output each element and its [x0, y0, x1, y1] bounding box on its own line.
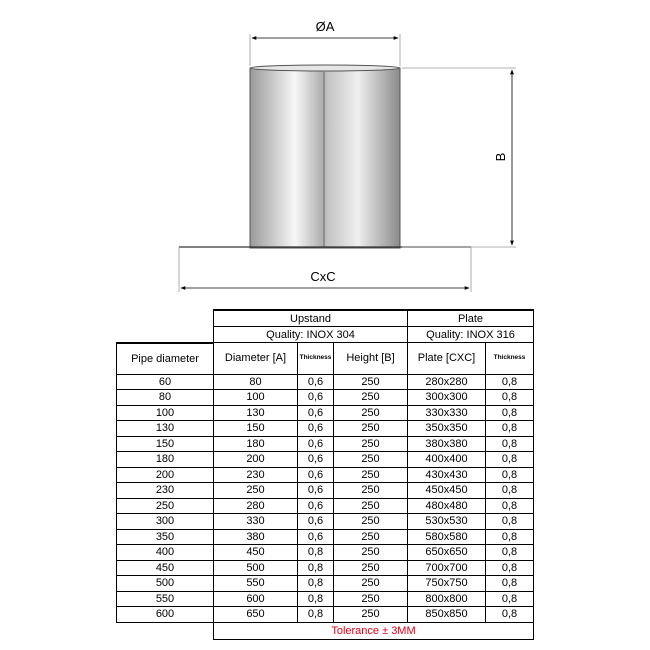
- cell-height-b: 250: [334, 545, 408, 561]
- table-row: [117, 529, 534, 545]
- cell-thickness-plate: 0,8: [486, 529, 534, 545]
- cell-plate-cxc: 700x700: [408, 560, 486, 576]
- cell-thickness-plate: 0,8: [486, 374, 534, 390]
- header-thickness-plate: Thickness: [486, 343, 534, 375]
- table-row: [117, 374, 534, 390]
- cell-pipe-diameter: 230: [117, 483, 214, 499]
- cell-height-b: 250: [334, 498, 408, 514]
- cell-pipe-diameter: 100: [117, 405, 214, 421]
- cell-plate-cxc: 330x330: [408, 405, 486, 421]
- cell-pipe-diameter: 300: [117, 514, 214, 530]
- cell-plate-cxc: 750x750: [408, 576, 486, 592]
- cell-thickness-plate: 0,8: [486, 421, 534, 437]
- header-diameter-a: Diameter [A]: [214, 343, 298, 375]
- cell-thickness-plate: 0,8: [486, 467, 534, 483]
- cell-pipe-diameter: 500: [117, 576, 214, 592]
- header-pipe-diameter: Pipe diameter: [117, 343, 214, 375]
- dimension-a: [250, 19, 400, 66]
- cell-pipe-diameter: 60: [117, 374, 214, 390]
- table-row: [117, 421, 534, 437]
- cell-height-b: 250: [334, 514, 408, 530]
- upstand-pipe: [250, 65, 400, 248]
- cell-plate-cxc: 400x400: [408, 452, 486, 468]
- cell-thickness-upstand: 0,8: [298, 607, 334, 623]
- cell-diameter-a: 230: [214, 467, 298, 483]
- cell-diameter-a: 550: [214, 576, 298, 592]
- group-plate: Plate: [408, 310, 534, 327]
- cell-pipe-diameter: 180: [117, 452, 214, 468]
- cell-diameter-a: 250: [214, 483, 298, 499]
- cell-pipe-diameter: 130: [117, 421, 214, 437]
- cell-pipe-diameter: 600: [117, 607, 214, 623]
- cell-thickness-upstand: 0,8: [298, 591, 334, 607]
- cell-thickness-upstand: 0,8: [298, 576, 334, 592]
- cell-thickness-plate: 0,8: [486, 545, 534, 561]
- cell-thickness-plate: 0,8: [486, 405, 534, 421]
- table-group-row: [117, 310, 534, 327]
- cell-diameter-a: 650: [214, 607, 298, 623]
- cell-plate-cxc: 450x450: [408, 483, 486, 499]
- cell-thickness-upstand: 0,6: [298, 436, 334, 452]
- cell-height-b: 250: [334, 607, 408, 623]
- dimension-c: [181, 269, 469, 288]
- cell-height-b: 250: [334, 467, 408, 483]
- cell-thickness-plate: 0,8: [486, 576, 534, 592]
- cell-thickness-upstand: 0,6: [298, 498, 334, 514]
- quality-upstand: Quality: INOX 304: [214, 327, 408, 343]
- table-quality-row: [117, 327, 534, 343]
- cell-height-b: 250: [334, 529, 408, 545]
- cell-thickness-plate: 0,8: [486, 591, 534, 607]
- header-plate-cxc: Plate [CXC]: [408, 343, 486, 375]
- table-row: [117, 498, 534, 514]
- cell-height-b: 250: [334, 591, 408, 607]
- cell-thickness-upstand: 0,6: [298, 421, 334, 437]
- table-row: [117, 405, 534, 421]
- cell-height-b: 250: [334, 436, 408, 452]
- cell-height-b: 250: [334, 483, 408, 499]
- cell-diameter-a: 180: [214, 436, 298, 452]
- cell-thickness-plate: 0,8: [486, 483, 534, 499]
- label-height-b: B: [493, 152, 508, 162]
- cell-diameter-a: 150: [214, 421, 298, 437]
- cell-thickness-upstand: 0,6: [298, 529, 334, 545]
- cell-diameter-a: 130: [214, 405, 298, 421]
- table-header-row: [117, 343, 534, 375]
- cell-diameter-a: 380: [214, 529, 298, 545]
- table-row: [117, 467, 534, 483]
- technical-drawing: [0, 0, 650, 300]
- dimension-b: [402, 68, 516, 247]
- cell-height-b: 250: [334, 560, 408, 576]
- table-row: [117, 607, 534, 623]
- group-upstand: Upstand: [214, 310, 408, 327]
- table-row: [117, 514, 534, 530]
- cell-pipe-diameter: 450: [117, 560, 214, 576]
- cell-thickness-plate: 0,8: [486, 452, 534, 468]
- cell-pipe-diameter: 400: [117, 545, 214, 561]
- cell-diameter-a: 80: [214, 374, 298, 390]
- cell-plate-cxc: 850x850: [408, 607, 486, 623]
- cell-diameter-a: 100: [214, 390, 298, 406]
- cell-plate-cxc: 380x380: [408, 436, 486, 452]
- cell-diameter-a: 330: [214, 514, 298, 530]
- cell-thickness-upstand: 0,6: [298, 467, 334, 483]
- cell-pipe-diameter: 200: [117, 467, 214, 483]
- header-height-b: Height [B]: [334, 343, 408, 375]
- table-row: [117, 390, 534, 406]
- cell-diameter-a: 450: [214, 545, 298, 561]
- cell-plate-cxc: 800x800: [408, 591, 486, 607]
- cell-thickness-upstand: 0,6: [298, 452, 334, 468]
- cell-height-b: 250: [334, 374, 408, 390]
- cell-thickness-upstand: 0,6: [298, 390, 334, 406]
- cell-height-b: 250: [334, 405, 408, 421]
- table-tolerance-row: [117, 622, 534, 639]
- dimensions-table: [116, 309, 534, 640]
- cell-diameter-a: 500: [214, 560, 298, 576]
- cell-height-b: 250: [334, 390, 408, 406]
- tolerance-note: Tolerance ± 3MM: [214, 622, 534, 639]
- cell-diameter-a: 200: [214, 452, 298, 468]
- table-row: [117, 545, 534, 561]
- table-row: [117, 436, 534, 452]
- cell-plate-cxc: 650x650: [408, 545, 486, 561]
- cell-thickness-plate: 0,8: [486, 498, 534, 514]
- table-row: [117, 576, 534, 592]
- table-row: [117, 560, 534, 576]
- cell-plate-cxc: 530x530: [408, 514, 486, 530]
- cell-height-b: 250: [334, 576, 408, 592]
- cell-plate-cxc: 300x300: [408, 390, 486, 406]
- cell-pipe-diameter: 80: [117, 390, 214, 406]
- cell-thickness-upstand: 0,6: [298, 374, 334, 390]
- label-plate-cxc: CxC: [310, 269, 336, 284]
- cell-pipe-diameter: 550: [117, 591, 214, 607]
- cell-thickness-upstand: 0,6: [298, 514, 334, 530]
- cell-plate-cxc: 580x580: [408, 529, 486, 545]
- cell-diameter-a: 280: [214, 498, 298, 514]
- cell-plate-cxc: 480x480: [408, 498, 486, 514]
- cell-thickness-plate: 0,8: [486, 514, 534, 530]
- cell-diameter-a: 600: [214, 591, 298, 607]
- cell-thickness-plate: 0,8: [486, 560, 534, 576]
- cell-plate-cxc: 350x350: [408, 421, 486, 437]
- table-row: [117, 483, 534, 499]
- cell-pipe-diameter: 150: [117, 436, 214, 452]
- cell-pipe-diameter: 350: [117, 529, 214, 545]
- cell-thickness-upstand: 0,8: [298, 545, 334, 561]
- label-diameter-a: ØA: [315, 19, 335, 34]
- cell-thickness-plate: 0,8: [486, 607, 534, 623]
- cell-thickness-upstand: 0,6: [298, 483, 334, 499]
- cell-height-b: 250: [334, 452, 408, 468]
- cell-pipe-diameter: 250: [117, 498, 214, 514]
- cell-height-b: 250: [334, 421, 408, 437]
- table-row: [117, 591, 534, 607]
- cell-plate-cxc: 430x430: [408, 467, 486, 483]
- cell-thickness-plate: 0,8: [486, 436, 534, 452]
- cell-thickness-upstand: 0,8: [298, 560, 334, 576]
- header-thickness-upstand: Thickness: [298, 343, 334, 375]
- quality-plate: Quality: INOX 316: [408, 327, 534, 343]
- cell-thickness-plate: 0,8: [486, 390, 534, 406]
- table-row: [117, 452, 534, 468]
- cell-thickness-upstand: 0,6: [298, 405, 334, 421]
- cell-plate-cxc: 280x280: [408, 374, 486, 390]
